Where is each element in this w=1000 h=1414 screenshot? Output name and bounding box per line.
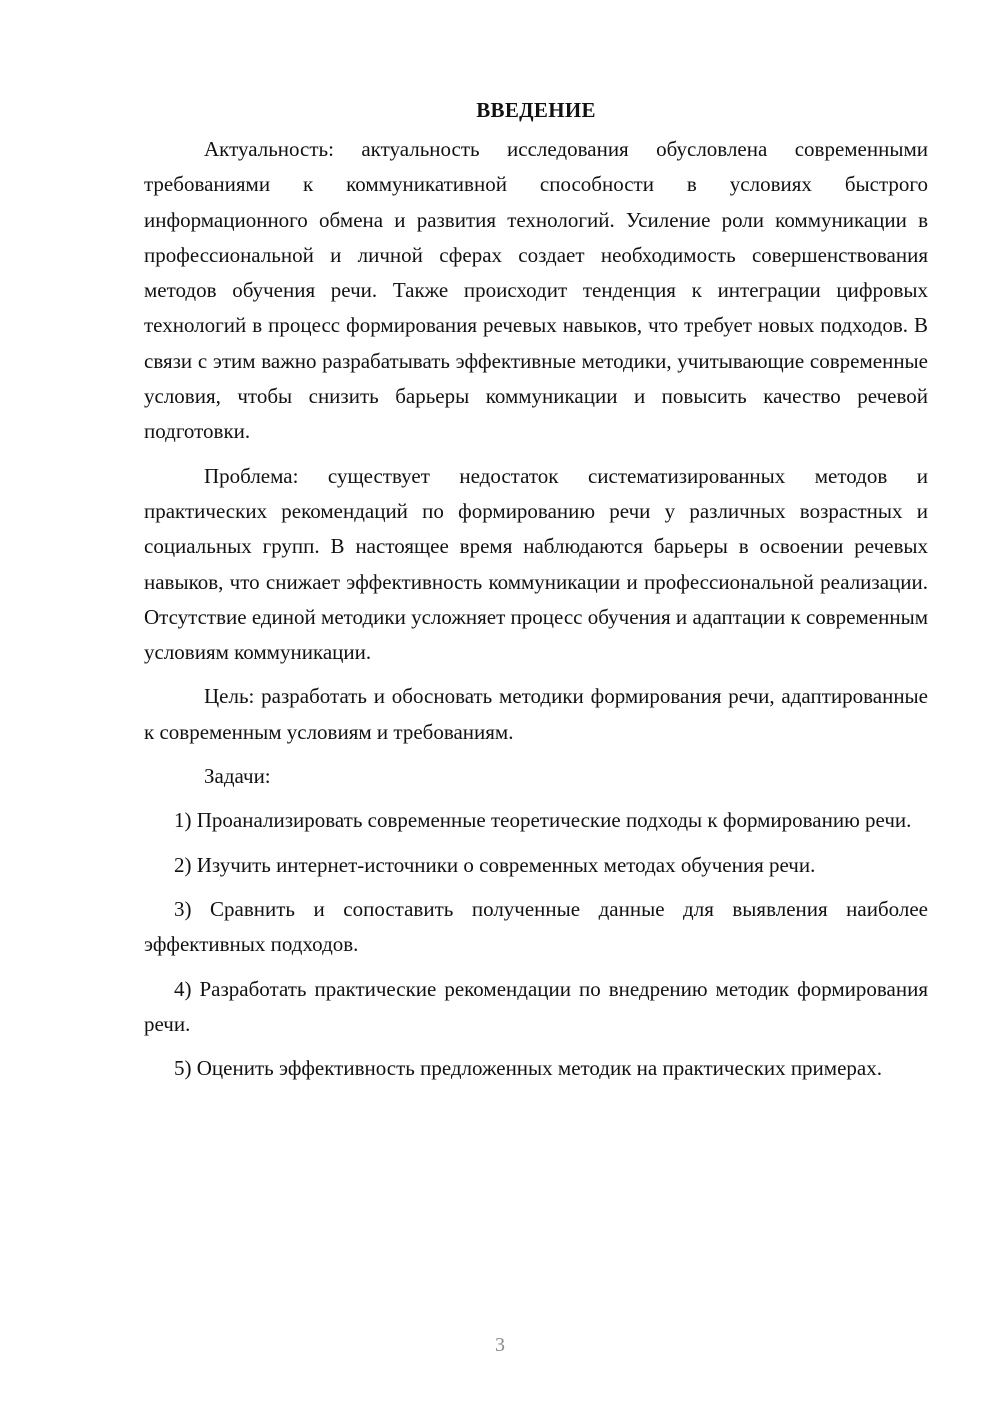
task-item-1: 1) Проанализировать современные теоретические подходы к формированию речи. [174,808,912,833]
paragraph-relevance: Актуальность: актуальность исследования обусловлена современными требованиями к коммуникативной способности в условиях быстрого информационного обмена и развития технологий. Усиление роли коммуникации в профессиональной и личной сферах создает необходимость совершенствования методов обучения речи. Также происходит тенденция к интеграции цифровых технологий в процесс формирования речевых навыков, что требует новых подходов. В связи с этим важно разрабатывать эффективные методики, учитывающие современные условия, чтобы снизить барьеры коммуникации и повысить качество речевой подготовки. [144,137,928,444]
task-item-2: 2) Изучить интернет-источники о современных методах обучения речи. [174,852,816,877]
task-item-3: 3) Сравнить и сопоставить полученные данные для выявления наиболее эффективных подходов. [144,896,928,957]
section-heading: ВВЕДЕНИЕ [476,98,596,122]
paragraph-goal: Цель: разработать и обосновать методики формирования речи, адаптированные к современным условиям и требованиям. [144,684,928,744]
paragraph-problem: Проблема: существует недостаток систематизированных методов и практических рекомендаций по формированию речи у различных возрастных и социальных групп. В настоящее время наблюдаются барьеры в освоении речевых навыков, что снижает эффективность коммуникации и профессиональной реализации. Отсутствие единой методики усложняет процесс обучения и адаптации к современным условиям коммуникации. [144,463,928,665]
page-number: 3 [495,1334,505,1356]
task-item-5: 5) Оценить эффективность предложенных методик на практических примерах. [174,1056,882,1081]
task-item-4: 4) Разработать практические рекомендации по внедрению методик формирования речи. [144,976,928,1036]
tasks-label: Задачи: [204,764,271,789]
page-content [144,92,928,1095]
